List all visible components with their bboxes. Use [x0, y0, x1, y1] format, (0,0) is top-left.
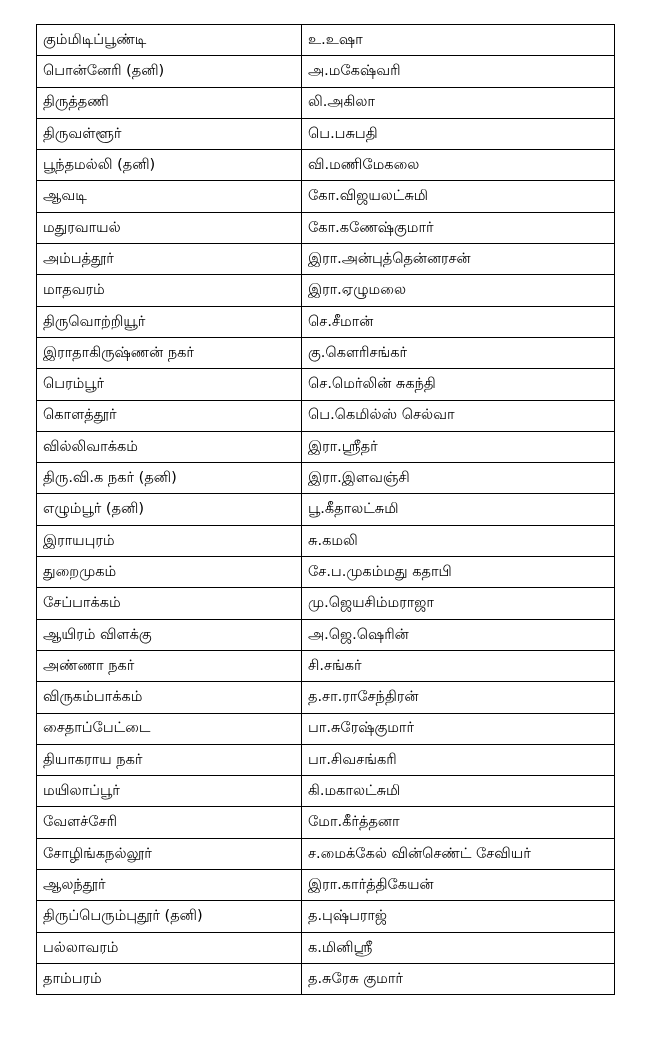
constituency-cell: வில்லிவாக்கம்: [37, 431, 302, 462]
table-row: [37, 431, 615, 462]
candidate-cell: லி.அகிலா: [302, 87, 615, 118]
candidate-cell: கி.மகாலட்சுமி: [302, 776, 615, 807]
constituency-cell: வேளச்சேரி: [37, 807, 302, 838]
candidate-cell: செ.சீமான்: [302, 306, 615, 337]
table-row: [37, 118, 615, 149]
candidate-cell: இரா.அன்புத்தென்னரசன்: [302, 244, 615, 275]
constituency-cell: தாம்பரம்: [37, 963, 302, 994]
constituency-cell: சைதாப்பேட்டை: [37, 713, 302, 744]
candidate-cell: பெ.பசுபதி: [302, 118, 615, 149]
table-row: [37, 713, 615, 744]
constituency-cell: சேப்பாக்கம்: [37, 588, 302, 619]
constituency-cell: எழும்பூர் (தனி): [37, 494, 302, 525]
candidate-cell: அ.மகேஷ்வரி: [302, 56, 615, 87]
constituency-cell: திருவொற்றியூர்: [37, 306, 302, 337]
candidate-cell: பா.சிவசங்கரி: [302, 744, 615, 775]
constituency-cell: மயிலாப்பூர்: [37, 776, 302, 807]
table-row: [37, 25, 615, 56]
constituency-cell: துறைமுகம்: [37, 557, 302, 588]
constituency-cell: திருத்தணி: [37, 87, 302, 118]
constituency-cell: பல்லாவரம்: [37, 932, 302, 963]
candidate-cell: இரா.ஏழுமலை: [302, 275, 615, 306]
candidate-cell: ச.மைக்கேல் வின்செண்ட் சேவியர்: [302, 838, 615, 869]
candidate-cell: த.சா.ராசேந்திரன்: [302, 682, 615, 713]
constituency-cell: ஆயிரம் விளக்கு: [37, 619, 302, 650]
candidate-cell: மோ.கீர்த்தனா: [302, 807, 615, 838]
candidate-cell: பூ.கீதாலட்சுமி: [302, 494, 615, 525]
candidate-cell: கோ.விஜயலட்சுமி: [302, 181, 615, 212]
table-row: [37, 275, 615, 306]
constituency-cell: விருகம்பாக்கம்: [37, 682, 302, 713]
candidate-cell: இரா.கார்த்திகேயன்: [302, 870, 615, 901]
candidate-cell: சு.கமலி: [302, 525, 615, 556]
table-row: [37, 525, 615, 556]
constituency-cell: தியாகராய நகர்: [37, 744, 302, 775]
candidate-cell: க.மினிஸ்ரீ: [302, 932, 615, 963]
table-row: [37, 870, 615, 901]
constituency-cell: இராதாகிருஷ்ணன் நகர்: [37, 337, 302, 368]
table-row: [37, 807, 615, 838]
table-row: [37, 557, 615, 588]
table-row: [37, 588, 615, 619]
constituency-cell: திருவள்ளூர்: [37, 118, 302, 149]
constituency-cell: அண்ணா நகர்: [37, 650, 302, 681]
table-row: [37, 901, 615, 932]
table-row: [37, 463, 615, 494]
table-row: [37, 244, 615, 275]
candidate-cell: உ.உஷா: [302, 25, 615, 56]
constituency-cell: திருப்பெரும்புதூர் (தனி): [37, 901, 302, 932]
constituency-cell: ஆவடி: [37, 181, 302, 212]
constituency-cell: அம்பத்தூர்: [37, 244, 302, 275]
table-row: [37, 776, 615, 807]
table-row: [37, 56, 615, 87]
table-row: [37, 306, 615, 337]
constituency-cell: இராயபுரம்: [37, 525, 302, 556]
table-row: [37, 932, 615, 963]
constituency-cell: ஆலந்தூர்: [37, 870, 302, 901]
table-row: [37, 87, 615, 118]
table-row: [37, 838, 615, 869]
constituency-cell: பெரம்பூர்: [37, 369, 302, 400]
document-sheet: [36, 24, 614, 995]
candidate-cell: செ.மெர்லின் சுகந்தி: [302, 369, 615, 400]
table-row: [37, 150, 615, 181]
table-row: [37, 181, 615, 212]
table-row: [37, 369, 615, 400]
candidate-cell: த.சுரேசு குமார்: [302, 963, 615, 994]
table-row: [37, 682, 615, 713]
constituency-candidate-table: [36, 24, 615, 995]
candidate-cell: இரா.இளவஞ்சி: [302, 463, 615, 494]
candidate-cell: அ.ஜெ.ஷெரின்: [302, 619, 615, 650]
table-row: [37, 650, 615, 681]
table-row: [37, 337, 615, 368]
candidate-cell: வி.மணிமேகலை: [302, 150, 615, 181]
constituency-cell: பொன்னேரி (தனி): [37, 56, 302, 87]
candidate-cell: மு.ஜெயசிம்மராஜா: [302, 588, 615, 619]
constituency-cell: மதுரவாயல்: [37, 212, 302, 243]
candidate-cell: கோ.கணேஷ்குமார்: [302, 212, 615, 243]
constituency-cell: பூந்தமல்லி (தனி): [37, 150, 302, 181]
candidate-cell: சி.சங்கர்: [302, 650, 615, 681]
table-row: [37, 619, 615, 650]
table-row: [37, 744, 615, 775]
table-row: [37, 212, 615, 243]
table-row: [37, 494, 615, 525]
table-row: [37, 963, 615, 994]
constituency-cell: மாதவரம்: [37, 275, 302, 306]
candidate-cell: சே.ப.முகம்மது கதாபி: [302, 557, 615, 588]
constituency-cell: கொளத்தூர்: [37, 400, 302, 431]
candidate-cell: இரா.ஸ்ரீதர்: [302, 431, 615, 462]
candidate-cell: பெ.கெமில்ஸ் செல்வா: [302, 400, 615, 431]
table-body: [37, 25, 615, 995]
constituency-cell: கும்மிடிப்பூண்டி: [37, 25, 302, 56]
constituency-cell: சோழிங்கநல்லூர்: [37, 838, 302, 869]
constituency-cell: திரு.வி.க நகர் (தனி): [37, 463, 302, 494]
candidate-cell: த.புஷ்பராஜ்: [302, 901, 615, 932]
candidate-cell: கு.கௌரிசங்கர்: [302, 337, 615, 368]
table-row: [37, 400, 615, 431]
candidate-cell: பா.சுரேஷ்குமார்: [302, 713, 615, 744]
